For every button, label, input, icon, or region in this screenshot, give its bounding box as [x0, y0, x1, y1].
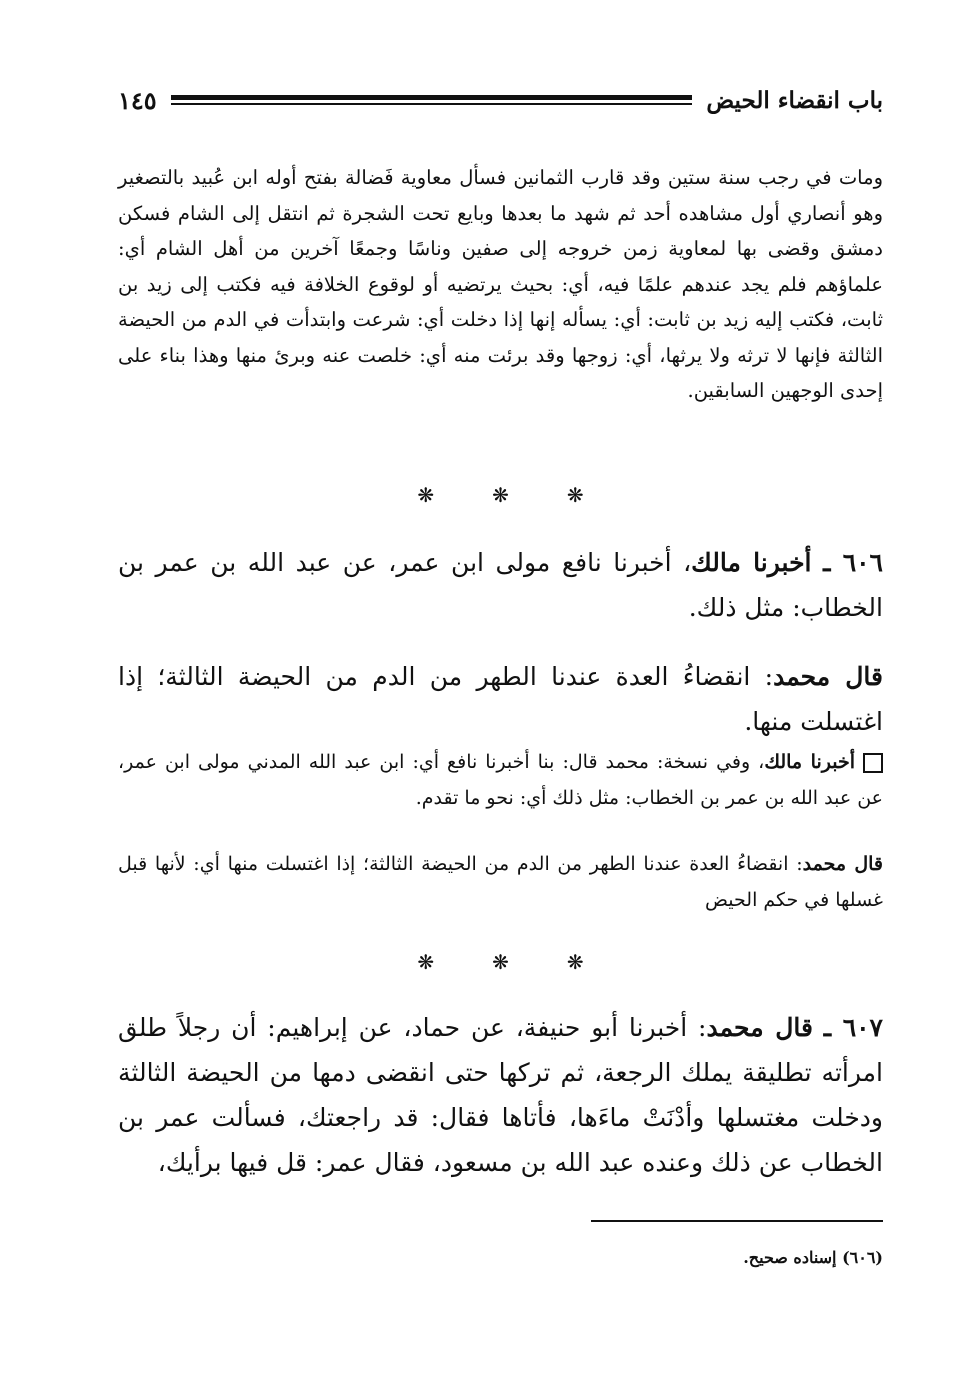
sharh-606	[118, 744, 883, 816]
footnote-divider	[591, 1220, 883, 1222]
sharh-lead: قال محمد	[802, 853, 883, 875]
sharh-text: ، وفي نسخة: محمد قال: بنا أخبرنا نافع أي: ابن عبد الله المدني مولى ابن عمر، عن عبد الله بن عمر بن الخطاب: مثل ذلك أي: نحو ما تقدم.	[118, 751, 883, 809]
hadith-number: ٦٠٧ ـ	[823, 1013, 883, 1042]
statement-lead: قال محمد	[773, 662, 883, 691]
statement-text: : انقضاءُ العدة عندنا الطهر من الدم من الحيضة الثالثة؛ إذا اغتسلت منها.	[118, 662, 883, 736]
star-ornament-icon: ❋	[492, 950, 509, 974]
hadith-lead: أخبرنا مالك	[691, 548, 812, 577]
hadith-number: ٦٠٦ ـ	[823, 548, 883, 577]
star-ornament-icon: ❋	[566, 950, 584, 974]
header-rule	[171, 95, 693, 105]
star-ornament-icon: ❋	[492, 483, 509, 507]
muhammad-statement	[118, 654, 883, 744]
hadith-607	[118, 1005, 883, 1185]
square-marker-icon	[863, 753, 883, 773]
section-separator	[118, 950, 883, 974]
star-ornament-icon: ❋	[417, 950, 435, 974]
sharh-muhammad	[118, 846, 883, 918]
star-ornament-icon: ❋	[566, 483, 584, 507]
commentary-paragraph: ومات في رجب سنة ستين وقد قارب الثمانين فسأل معاوية فَضالة بفتح أوله ابن عُبيد بالتصغير وهو أنصاري أول مشاهده أحد ثم شهد ما بعدها وبايع تحت الشجرة ثم انتقل إلى الشام فسكن دمشق وقضى بها لمعاوية زمن خروجه إلى صفين وناسًا وجمعًا آخرين من أهل الشام أي: علماؤهم فلم يجد عندهم علمًا فيه، أي: بحيث يرتضيه أو لوقوع الخلافة فيه فكتب إلى زيد بن ثابت، فكتب إليه زيد بن ثابت: أي: يسأله إنها إذا دخلت أي: شرعت وابتدأت في الدم من الحيضة الثالثة فإنها لا ترثه ولا يرثها، أي: زوجها وقد برئت منه أي: خلصت عنه وبرئ منها وهذا بناء على إحدى الوجهين السابقين.	[118, 166, 883, 402]
hadith-text: ، أخبرنا نافع مولى ابن عمر، عن عبد الله بن عمر بن الخطاب: مثل ذلك.	[118, 548, 883, 622]
hadith-lead: قال محمد	[706, 1013, 813, 1042]
star-ornament-icon: ❋	[417, 483, 435, 507]
page-header	[118, 78, 883, 122]
footnote: (٦٠٦) إسناده صحيح.	[743, 1248, 883, 1267]
section-separator	[118, 483, 883, 507]
running-title: باب انقضاء الحيض	[706, 86, 883, 114]
page-number: ١٤٥	[118, 85, 157, 115]
hadith-text: : أخبرنا أبو حنيفة، عن حماد، عن إبراهيم: أن رجلاً طلق امرأته تطليقة يملك الرجعة، ثم تركها حتى انقضى دمها من الحيضة الثالثة ودخلت مغتسلها وأدْنَتْ ماءَها، فأتاها فقال: قد راجعتك، فسألت عمر بن الخطاب عن ذلك وعنده عبد الله بن مسعود، فقال عمر: قل فيها برأيك،	[118, 1013, 883, 1177]
sharh-lead: أخبرنا مالك	[764, 751, 855, 773]
sharh-text: : انقضاءُ العدة عندنا الطهر من الدم من الحيضة الثالثة؛ إذا اغتسلت منها أي: لأنها قبل غسلها في حكم الحيض	[118, 853, 883, 911]
hadith-606	[118, 540, 883, 630]
